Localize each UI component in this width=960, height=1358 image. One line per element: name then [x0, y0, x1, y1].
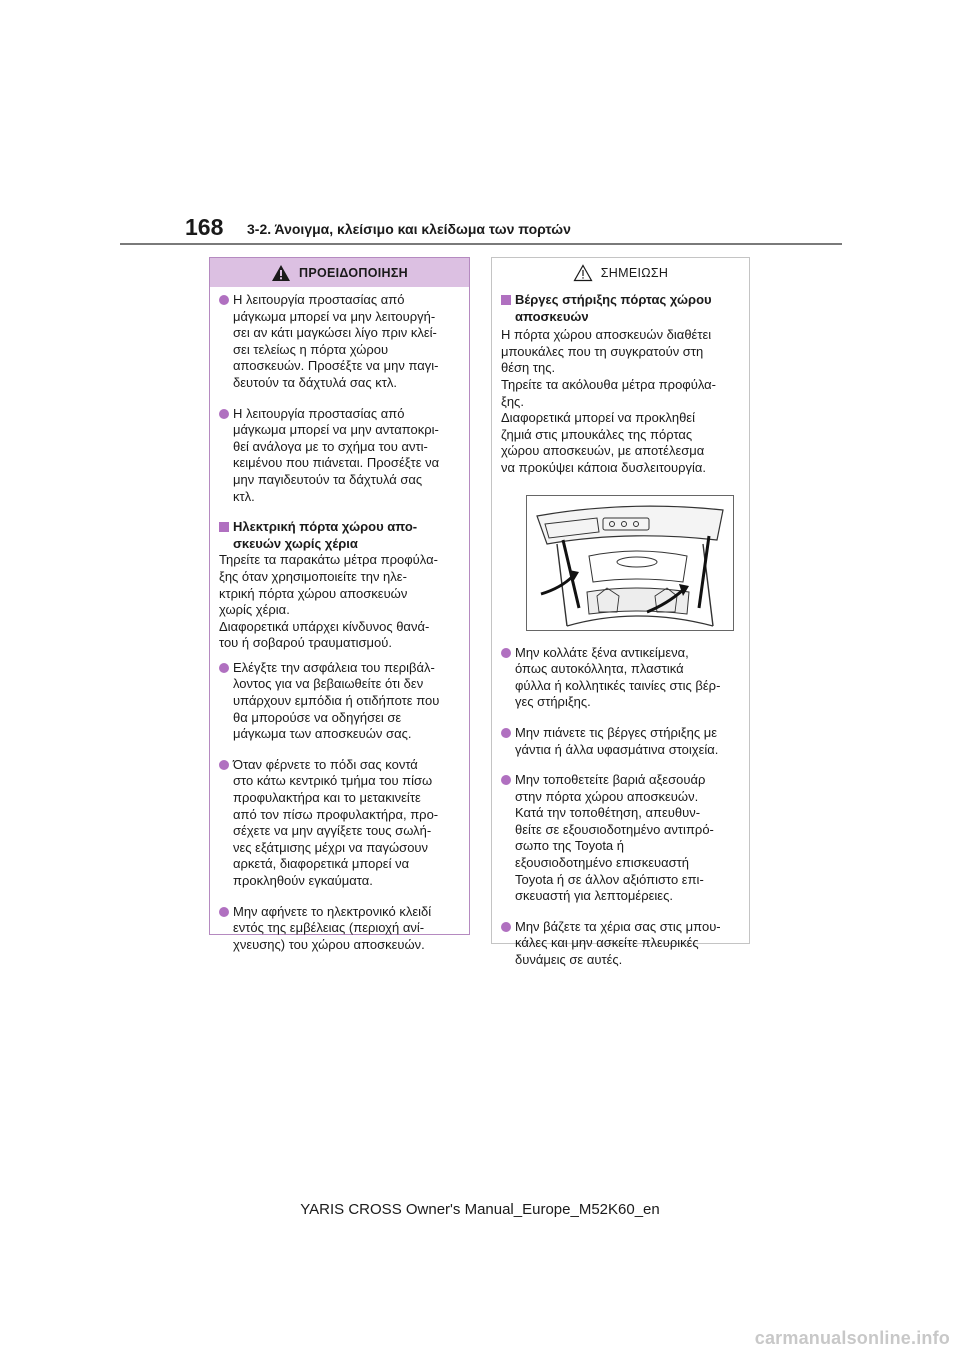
note-bullet-4: Μην βάζετε τα χέρια σας στις μπου- κάλες και μην ασκείτε πλευρικές δυνάμεις σε αυτές. [501, 919, 740, 969]
warning-bullet-5: Μην αφήνετε το ηλεκτρονικό κλειδί εντός της εμβέλειας (περιοχή ανί- χνευσης) του χώρου αποσκευών. [219, 904, 460, 954]
note-bullet-2: Μην πιάνετε τις βέργες στήριξης με γάντια ή άλλα υφασμάτινα στοιχεία. [501, 725, 740, 758]
warning-subhead: Ηλεκτρική πόρτα χώρου απο- σκευών χωρίς χέρια [219, 519, 460, 552]
note-bullet-3: Μην τοποθετείτε βαριά αξεσουάρ στην πόρτα χώρου αποσκευών. Κατά την τοποθέτηση, απευθυν- θείτε σε εξουσιοδοτημένο αντιπρό- σωπο της Toyota ή εξουσιοδοτημένο επισκευαστή Toyota ή σε άλλον αξιόπιστο επι- σκευαστή για λεπτομέρειες. [501, 772, 740, 905]
note-paragraph: Η πόρτα χώρου αποσκευών διαθέτει μπουκάλες που τη συγκρατούν στη θέση της. Τηρείτε τα ακόλουθα μέτρα προφύλα- ξης. Διαφορετικά μπορεί να προκληθεί ζημιά στις μπουκάλες της πόρτας χώρου αποσκευών, με αποτέλεσμα να προκύψει κάποια δυσλειτουργία. [501, 327, 716, 475]
warning-bullet-3: Ελέγξτε την ασφάλεια του περιβάλ- λοντος για να βεβαιωθείτε ότι δεν υπάρχουν εμπόδια ή οτιδήποτε που θα μπορούσε να οδηγήσει σε μάγκωμα των αποσκευών σας. [219, 660, 460, 743]
warning-paragraph: Τηρείτε τα παρακάτω μέτρα προφύλα- ξης όταν χρησιμοποιείτε την ηλε- κτρική πόρτα χώρου αποσκευών χωρίς χέρια. Διαφορετικά υπάρχει κίνδυνος θανά- του ή σοβαρού τραυματισμού. [219, 552, 438, 651]
warning-header [210, 258, 469, 287]
header-divider [120, 243, 842, 245]
note-bullet-1: Μην κολλάτε ξένα αντικείμενα, όπως αυτοκόλλητα, πλαστικά φύλλα ή κολλητικές ταινίες στις βέρ- γες στήριξης. [501, 645, 740, 711]
page-number: 168 [185, 214, 224, 240]
section-title: 3-2. Άνοιγμα, κλείσιμο και κλείδωμα των πορτών [247, 221, 571, 237]
tailgate-struts-illustration [526, 495, 734, 631]
warning-bullet-2: Η λειτουργία προστασίας από μάγκωμα μπορεί να μην ανταποκρι- θεί ανάλογα με το σχήμα του αντι- κειμένου που πιάνεται. Προσέξτε να μην παγιδευτούν τα δάχτυλά σας κτλ. [219, 406, 460, 506]
note-subhead: Βέργες στήριξης πόρτας χώρου αποσκευών [501, 292, 740, 325]
warning-box [209, 257, 470, 952]
warning-bullet-1: Η λειτουργία προστασίας από μάγκωμα μπορεί να μην λειτουργή- σει αν κάτι μαγκώσει λίγο πριν κλεί- σει τελείως η πόρτα χώρου αποσκευών. Προσέξτε να μην παγι- δευτούν τα δάχτυλά σας κτλ. [219, 292, 460, 392]
warning-triangle-icon [271, 264, 291, 282]
note-header [492, 258, 749, 287]
watermark: carmanualsonline.info [754, 1328, 950, 1348]
footer-manual-id: YARIS CROSS Owner's Manual_Europe_M52K60_en [300, 1201, 660, 1218]
warning-title: ΠΡΟΕΙΔΟΠΟΙΗΣΗ [299, 265, 408, 280]
note-title: ΣΗΜΕΙΩΣΗ [600, 265, 669, 280]
warning-bullet-4: Όταν φέρνετε το πόδι σας κοντά στο κάτω κεντρικό τμήμα του πίσω προφυλακτήρα και το μετακινείτε από τον πίσω προφυλακτήρα, προ- σέχετε να μην αγγίξετε τους σωλή- νες εξάτμισης μέχρι να παγώσουν αρκετά, διαφορετικά μπορεί να προκληθούν εγκαύματα. [219, 757, 460, 890]
caution-triangle-icon [573, 264, 593, 282]
note-box [491, 257, 750, 968]
